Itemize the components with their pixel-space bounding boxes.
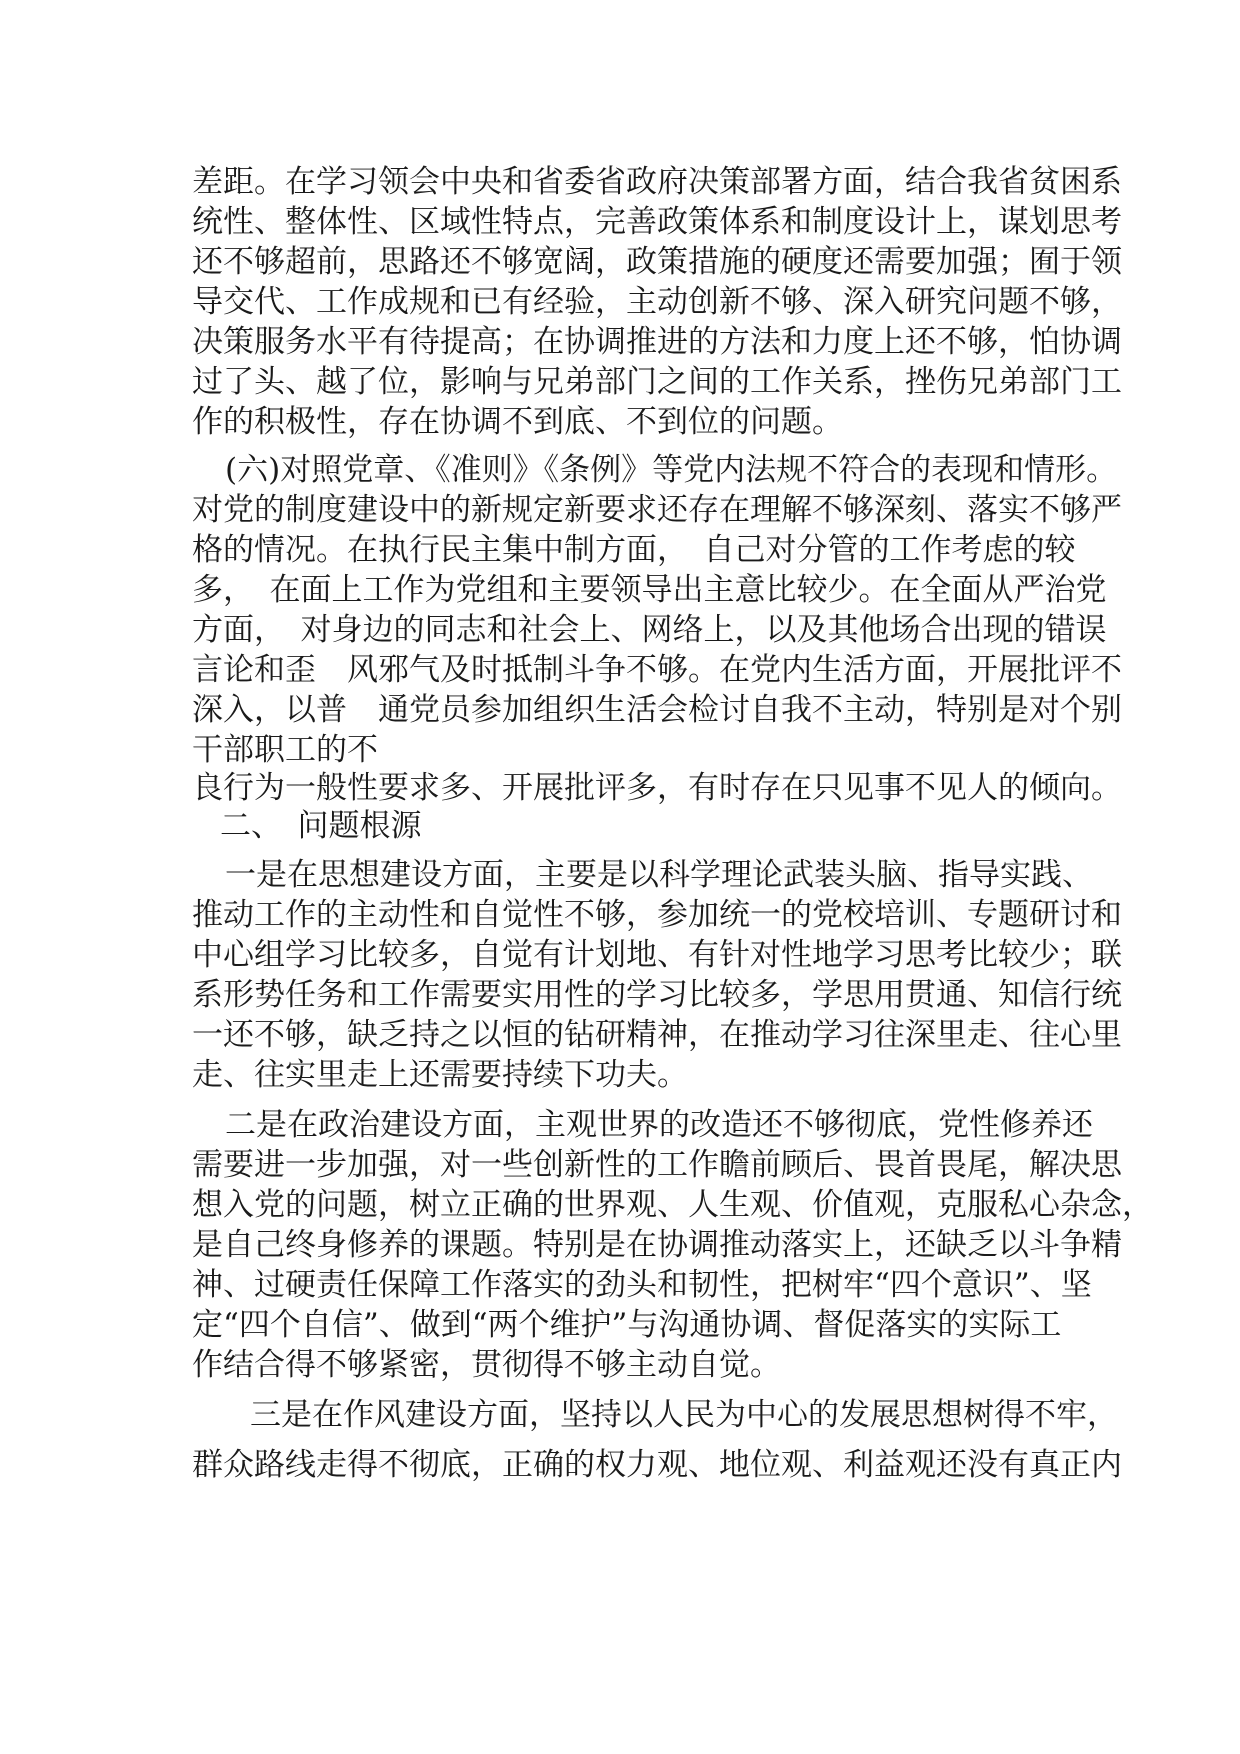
text-line: 神、过硬责任保障工作落实的劲头和韧性，把树牢“四个意识”、坚 xyxy=(192,1267,1092,1303)
text-line: 中心组学习比较多，自觉有计划地、有针对性地学习思考比较少；联 xyxy=(192,937,1122,973)
paragraph-first-line: 二是在政治建设方面，主观世界的改造还不够彻底，党性修养还 xyxy=(225,1107,1093,1143)
section-heading-problem-roots: 二、 问题根源 xyxy=(220,808,422,844)
text-line: 差距。在学习领会中央和省委省政府决策部署方面，结合我省贫困系 xyxy=(192,164,1122,200)
text-line: 作的积极性，存在协调不到底、不到位的问题。 xyxy=(192,404,843,440)
text-line: 想入党的问题，树立正确的世界观、人生观、价值观，克服私心杂念， xyxy=(192,1187,1153,1223)
text-line: 定“四个自信”、做到“两个维护”与沟通协调、督促落实的实际工 xyxy=(192,1307,1062,1343)
paragraph-first-line: 三是在作风建设方面，坚持以人民为中心的发展思想树得不牢， xyxy=(250,1397,1118,1433)
text-line: 多， 在面上工作为党组和主要领导出主意比较少。在全面从严治党 xyxy=(192,572,1107,608)
section-heading-six: (六)对照党章、《准则》《条例》等党内法规不符合的表现和情形。 xyxy=(225,452,1118,488)
text-line: 干部职工的不 xyxy=(192,732,378,768)
paragraph-first-line: 一是在思想建设方面，主要是以科学理论武装头脑、指导实践、 xyxy=(225,857,1093,893)
text-line: 言论和歪 风邪气及时抵制斗争不够。在党内生活方面，开展批评不 xyxy=(192,652,1122,688)
text-line: 统性、整体性、区域性特点，完善政策体系和制度设计上，谋划思考 xyxy=(192,204,1122,240)
text-line: 过了头、越了位，影响与兄弟部门之间的工作关系，挫伤兄弟部门工 xyxy=(192,364,1122,400)
text-line: 深入，以普 通党员参加组织生活会检讨自我不主动，特别是对个别 xyxy=(192,692,1122,728)
text-line: 格的情况。在执行民主集中制方面， 自己对分管的工作考虑的较 xyxy=(192,532,1076,568)
text-line: 是自己终身修养的课题。特别是在协调推动落实上，还缺乏以斗争精 xyxy=(192,1227,1122,1263)
text-line: 系形势任务和工作需要实用性的学习比较多，学思用贯通、知信行统 xyxy=(192,977,1122,1013)
text-line: 走、往实里走上还需要持续下功夫。 xyxy=(192,1057,688,1093)
text-line: 导交代、工作成规和已有经验，主动创新不够、深入研究问题不够， xyxy=(192,284,1122,320)
text-line: 群众路线走得不彻底，正确的权力观、地位观、利益观还没有真正内 xyxy=(192,1447,1122,1483)
text-line: 良行为一般性要求多、开展批评多，有时存在只见事不见人的倾向。 xyxy=(192,770,1122,806)
text-line: 推动工作的主动性和自觉性不够，参加统一的党校培训、专题研讨和 xyxy=(192,897,1122,933)
text-line: 作结合得不够紧密，贯彻得不够主动自觉。 xyxy=(192,1347,781,1383)
text-line: 方面， 对身边的同志和社会上、网络上，以及其他场合出现的错误 xyxy=(192,612,1107,648)
text-line: 决策服务水平有待提高；在协调推进的方法和力度上还不够，怕协调 xyxy=(192,324,1122,360)
text-line: 对党的制度建设中的新规定新要求还存在理解不够深刻、落实不够严 xyxy=(192,492,1122,528)
text-line: 一还不够，缺乏持之以恒的钻研精神，在推动学习往深里走、往心里 xyxy=(192,1017,1122,1053)
text-line: 需要进一步加强，对一些创新性的工作瞻前顾后、畏首畏尾，解决思 xyxy=(192,1147,1122,1183)
text-line: 还不够超前，思路还不够宽阔，政策措施的硬度还需要加强；囿于领 xyxy=(192,244,1122,280)
